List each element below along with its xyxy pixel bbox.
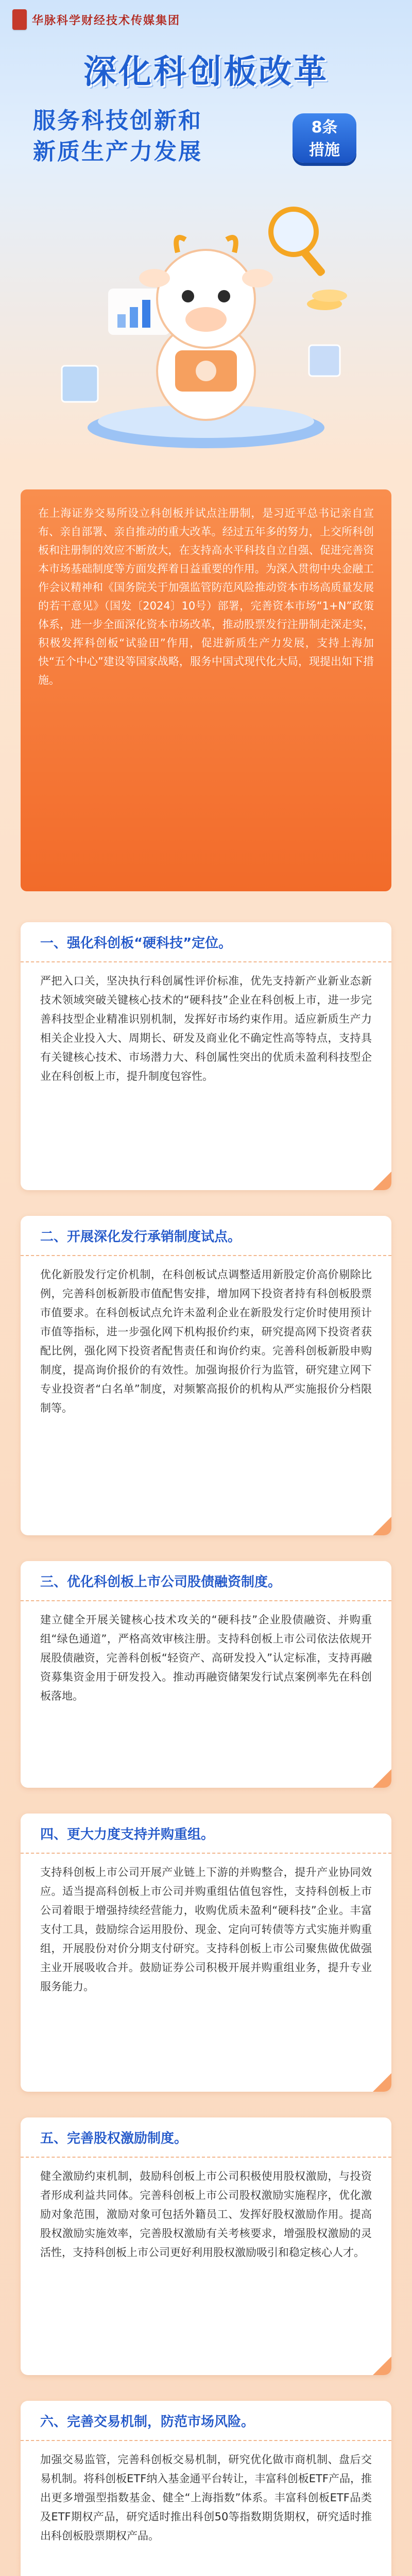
section-body: 支持科创板上市公司开展产业链上下游的并购整合，提升产业协同效应。适当提高科创板上市公司并购重组估值包容性，支持科创板上市公司着眼于增强持续经营能力，收购优质未盈利“硬科技”企业。丰富支付工具，鼓励综合运用股份、现金、定向可转债等方式实施并购重组，开展股份对价分期支付研究。支持科创板上市公司聚焦做优做强主业开展吸收合并。鼓励证券公司积极开展并购重组业务，提升专业服务能力。	[40, 1866, 372, 1993]
main-title: 深化科创板改革	[83, 53, 329, 91]
corner-decoration	[373, 2357, 391, 2375]
section-title: 三、优化科创板上市公司股债融资制度。	[21, 1561, 391, 1601]
section-title: 一、强化科创板“硬科技”定位。	[21, 922, 391, 962]
corner-decoration	[373, 1172, 391, 1190]
mascot-ear-right	[242, 269, 273, 287]
card-bar-2	[130, 307, 138, 328]
section-6	[21, 2401, 391, 2576]
subtitle-line-2: 新质生产力发展	[33, 139, 202, 165]
section-title: 二、开展深化发行承销制度试点。	[21, 1216, 391, 1256]
magnifier-handle	[300, 248, 327, 277]
brand-name: 华脉科学财经技术传媒集团	[32, 13, 181, 27]
section-title: 四、更大力度支持并购重组。	[21, 1814, 391, 1854]
mascot-eye-left	[182, 290, 194, 302]
section-3	[21, 1561, 391, 1788]
section-1	[21, 922, 391, 1190]
badge-count: 8条	[311, 118, 338, 137]
mascot-ear-left	[139, 269, 170, 287]
badge-label: 措施	[309, 141, 340, 159]
mascot-badge	[196, 361, 216, 381]
measure-count-badge	[293, 113, 356, 163]
corner-decoration	[373, 2073, 391, 2092]
subtitle-line-1: 服务科技创新和	[33, 108, 202, 134]
section-body: 建立健全开展关键核心技术攻关的“硬科技”企业股债融资、并购重组“绿色通道”，严格高效审核注册。支持科创板上市公司依法依规开展股债融资，完善科创板“轻资产、高研发投入”认定标准，支持再融资募集资金用于研发投入。推动再融资储架发行试点案例率先在科创板落地。	[40, 1614, 372, 1702]
mascot-horn-left	[176, 238, 185, 252]
corner-decoration	[373, 1517, 391, 1535]
intro-card: 在上海证券交易所设立科创板并试点注册制，是习近平总书记亲自宣布、亲自部署、亲自推动的重大改革。经过五年多的努力，上交所科创板和注册制的效应不断放大，在支持高水平科技自立自强、促进完善资本市场基础制度等方面发挥着日益重要的作用。为深入贯彻中央金融工作会议精神和《国务院关于加强监管防范风险推动资本市场高质量发展的若干意见》（国发〔2024〕10号）部署，完善资本市场“1+N”政策体系，进一步全面深化资本市场改革，推动股票发行注册制走深走实，积极发挥科创板“试验田”作用，促进新质生产力发展，支持上海加快“五个中心”建设等国家战略，服务中国式现代化大局，现提出如下措施。	[21, 489, 391, 891]
cube-left	[62, 366, 98, 402]
mascot-eye-right	[218, 290, 230, 302]
section-body: 严把入口关，坚决执行科创属性评价标准，优先支持新产业新业态新技术领域突破关键核心技术的“硬科技”企业在科创板上市，进一步完善科技型企业精准识别机制，发挥好市场约束作用。适应新质生产力相关企业投入大、周期长、研发及商业化不确定性高等特点，支持具有关键核心技术、市场潜力大、科创属性突出的优质未盈利科技型企业在科创板上市，提升制度包容性。	[40, 975, 372, 1082]
mascot-nose	[185, 307, 227, 332]
section-body: 加强交易监管，完善科创板交易机制，研究优化做市商机制、盘后交易机制。将科创板ETF纳入基金通平台转让，丰富科创板ETF产品，推出更多增强型指数基金、健全“上海指数”体系。丰富科创板ETF品类及ETF期权产品，研究适时推出科创50等指数期货期权，研究适时推出科创板股票期权产品。	[40, 2453, 372, 2542]
card-bar-1	[117, 314, 126, 328]
mascot-head	[157, 250, 255, 348]
section-2	[21, 1216, 391, 1535]
section-title: 六、完善交易机制，防范市场风险。	[21, 2401, 391, 2441]
section-body: 优化新股发行定价机制，在科创板试点调整适用新股定价高价剔除比例，完善科创板新股市值配售安排，增加网下投资者持有科创板股票市值要求。在科创板试点允许未盈利企业在新股发行定价时使用预计市值等指标，进一步强化网下机构报价约束，研究提高网下投资者获配比例，强化网下投资者配售责任和询价约束。完善科创板新股申购制度，提高询价报价的有效性。加强询报价行为监管，研究建立网下专业投资者“白名单”制度，对频繁高报价的机构从严实施报价分档限制等。	[40, 1268, 372, 1414]
section-title: 五、完善股权激励制度。	[21, 2117, 391, 2158]
corner-decoration	[373, 1769, 391, 1788]
section-body: 健全激励约束机制，鼓励科创板上市公司积极使用股权激励，与投资者形成利益共同体。完善科创板上市公司股权激励实施程序，优化激励对象范围，激励对象可包括外籍员工、发挥好股权激励作用。提高股权激励实施效率，完善股权激励有关考核要求，增强股权激励的灵活性，支持科创板上市公司更好利用股权激励吸引和稳定核心人才。	[40, 2170, 372, 2259]
card-bar-3	[142, 300, 150, 328]
section-4	[21, 1814, 391, 2092]
section-5	[21, 2117, 391, 2375]
magnifier-icon	[271, 209, 316, 255]
mascot-horn-right	[227, 238, 236, 252]
brand-bar	[12, 9, 180, 30]
coin-2	[312, 290, 347, 302]
cube-right	[309, 345, 340, 376]
brand-seal-icon	[12, 9, 27, 30]
mascot-illustration	[0, 170, 412, 479]
